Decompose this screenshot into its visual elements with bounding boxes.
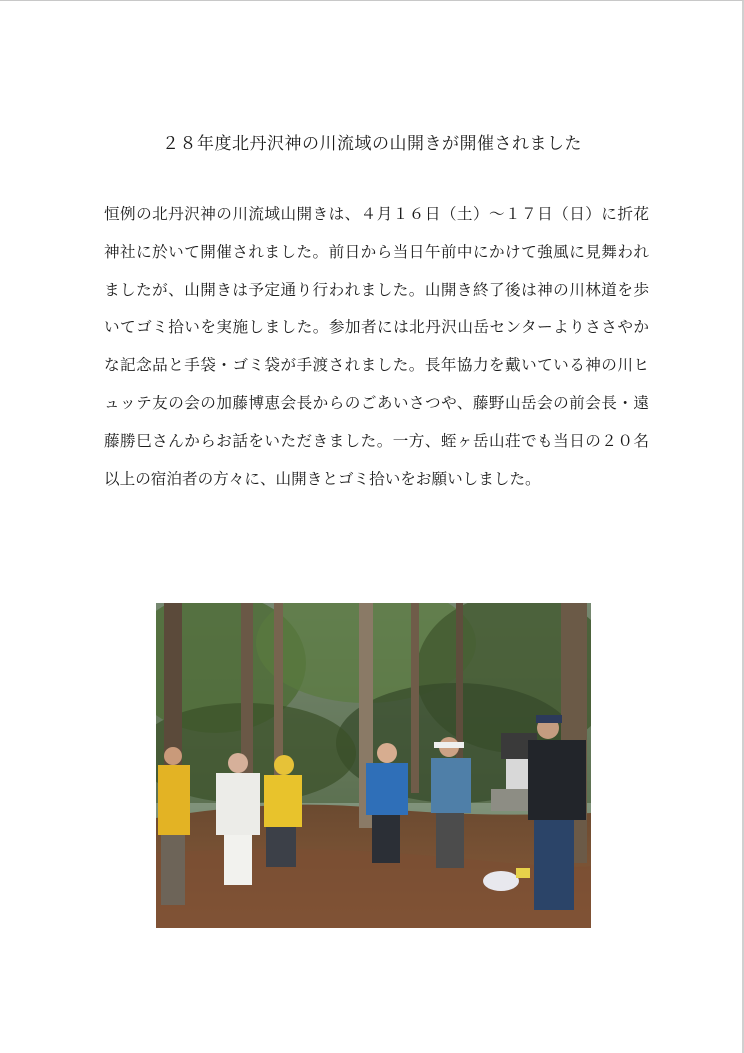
event-photo bbox=[156, 603, 591, 928]
page-title: ２８年度北丹沢神の川流域の山開きが開催されました bbox=[162, 134, 582, 154]
article-body: 恒例の北丹沢神の川流域山開きは、４月１６日（土）～１７日（日）に折花神社に於いて開催されました。前日から当日午前中にかけて強風に見舞われましたが、山開きは予定通り行われました。山開き終了後は神の川林道を歩いてゴミ拾いを実施しました。参加者には北丹沢山岳センターよりささやかな記念品と手袋・ゴミ袋が手渡されました。長年協力を戴いている神の川ヒュッテ友の会の加藤博恵会長からのごあいさつや、藤野山岳会の前会長・遠藤勝巳さんからお話をいただきました。一方、蛭ヶ岳山荘でも当日の２０名以上の宿泊者の方々に、山開きとゴミ拾いをお願いしました。 bbox=[104, 205, 649, 488]
